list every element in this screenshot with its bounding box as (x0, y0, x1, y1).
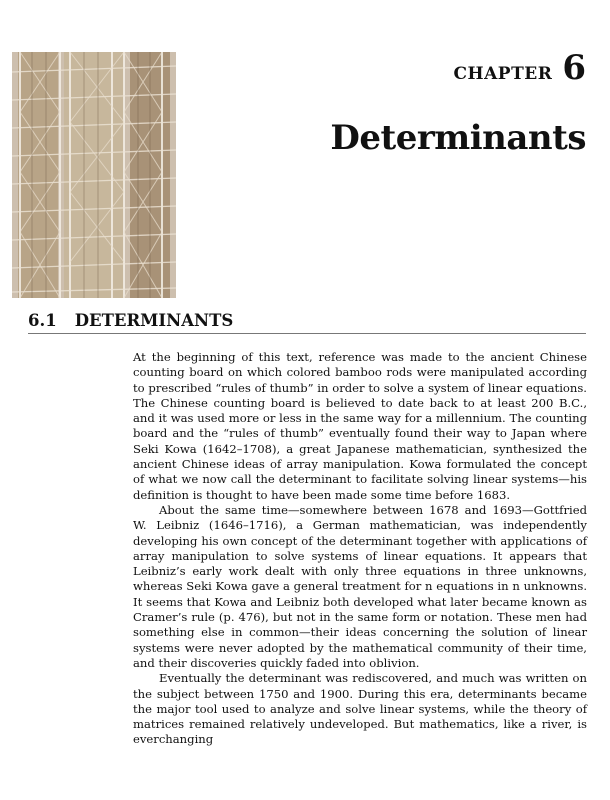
bamboo-scaffold-photo (12, 52, 176, 298)
paragraph: Eventually the determinant was rediscovered, and much was written on the subject between 1750 and 1900. During this era, determinants became the major tool used to analyze and solve linear systems, while the theory of matrices remained relatively undeveloped. But mathematics, like a river, is everchanging (133, 671, 587, 747)
section-title: DETERMINANTS (74, 311, 234, 330)
chapter-number: 6 (562, 48, 586, 88)
section-heading (28, 311, 586, 334)
scaffold-illustration (12, 52, 176, 298)
chapter-word: CHAPTER (453, 64, 553, 84)
chapter-title: Determinants (330, 118, 586, 158)
chapter-label (454, 48, 586, 88)
paragraph: At the beginning of this text, reference was made to the ancient Chinese counting board on which colored bamboo rods were manipulated according to prescribed “rules of thumb” in order to solve a system of linear equations. The Chinese counting board is believed to date back to at least 200 B.C., and it was used more or less in the same way for a millennium. The counting board and the “rules of thumb” eventually found their way to Japan where Seki Kowa (1642–1708), a great Japanese mathematician, synthesized the ancient Chinese ideas of array manipulation. Kowa formulated the concept of what we now call the determinant to facilitate solving linear systems—his definition is thought to have been made some time before 1683. (133, 350, 587, 502)
body-text (133, 350, 587, 748)
paragraph: About the same time—somewhere between 1678 and 1693—Gottfried W. Leibniz (1646–1716), a German mathematician, was independently developing his own concept of the determinant together with applications of array manipulation to solve systems of linear equations. It appears that Leibniz’s early work dealt with only three equations in three unknowns, whereas Seki Kowa gave a general treatment for n equations in n unknowns. It seems that Kowa and Leibniz both developed what later became known as Cramer’s rule (p. 476), but not in the same form or notation. These men had something else in common—their ideas concerning the solution of linear systems were never adopted by the mathematical community of their time, and their discoveries quickly faded into oblivion. (133, 502, 587, 670)
section-number: 6.1 (28, 311, 57, 330)
